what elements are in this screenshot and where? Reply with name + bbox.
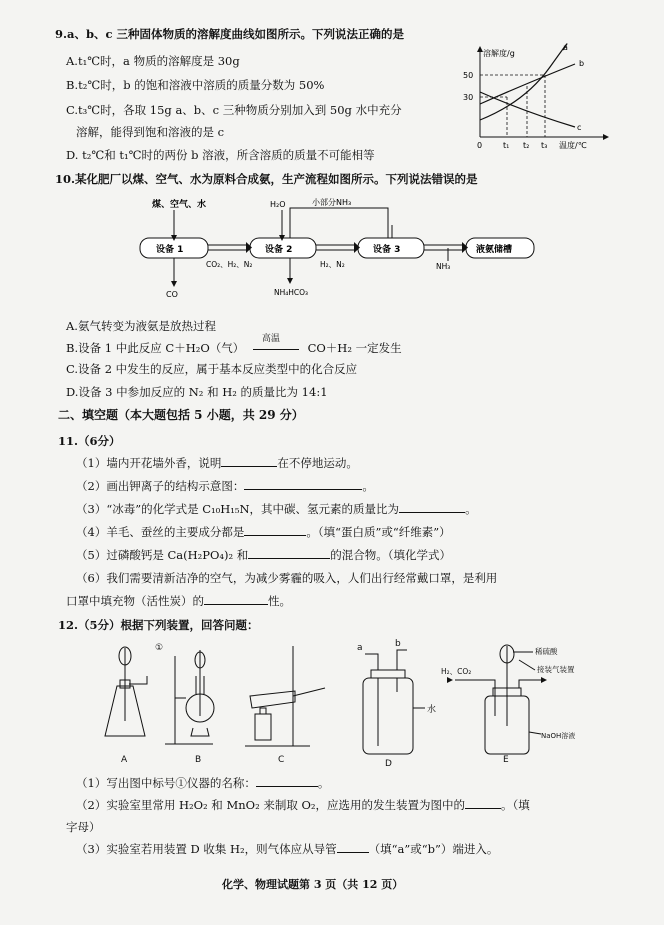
e-gas-label: H₂、CO₂ [441,667,472,676]
tube-b-label: b [395,639,401,649]
graph-origin: 0 [477,141,483,150]
answer-blank [204,594,268,605]
q10-option-c: C.设备 2 中发生的反应，属于基本反应类型中的化合反应 [66,362,358,376]
ammonia-tank: 液氨储槽 [476,245,513,255]
tube-a-label: a [357,643,363,653]
label-d: D [385,759,392,766]
q9-option-c-cont: 溶解，能得到饱和溶液的是 c [76,125,225,139]
answer-blank [221,456,277,467]
ammonia-flow-diagram [130,195,570,305]
e-acid-label: 稀硫酸 [535,647,558,656]
graph-y30: 30 [463,93,474,102]
q12-head: 12.（5分）根据下列装置，回答问题： [58,618,259,632]
label-e: E [503,755,509,765]
q12-part2: （2）实验室里常用 H₂O₂ 和 MnO₂ 来制取 O₂，应选用的发生装置为图中的 。（填 [76,798,530,812]
q11-part1: （1）墙内开花墙外香，说明 在不停地运动。 [76,456,358,470]
apparatus-c [250,691,295,708]
answer-blank [244,479,362,490]
label-c: C [278,755,285,765]
device-3: 设备 3 [373,245,401,255]
mark-1: ① [155,643,164,653]
flow-gas23: H₂、N₂ [320,260,345,269]
q11-part4: （4）羊毛、蚕丝的主要成分都是 。（填“蛋白质”或“纤维素”） [76,525,451,539]
q9-option-a: A.t₁℃时，a 物质的溶解度是 30g [66,54,240,68]
page-footer: 化学、物理试题第 3 页（共 12 页） [222,878,404,891]
q9-option-b: B.t₂℃时，b 的饱和溶液中溶质的质量分数为 50% [66,78,325,92]
q9-option-d: D. t₂℃和 t₁℃时的两份 b 溶液，所含溶质的质量不可能相等 [66,148,375,162]
flow-inputs: 煤、空气、水 [152,200,207,210]
e-naoh-label: NaOH溶液 [541,732,576,740]
answer-blank [248,548,330,559]
graph-xlabel: 温度/℃ [559,141,587,150]
q12-part2-cont: 字母） [66,820,101,834]
device-1: 设备 1 [156,245,184,255]
graph-label-b: b [579,59,585,68]
flow-nh3-part: 小部分NH₃ [312,198,352,207]
q12-part1: （1）写出图中标号①仪器的名称： 。 [76,776,330,790]
graph-t2: t₂ [523,141,530,150]
q11-part5: （5）过磷酸钙是 Ca(H₂PO₄)₂ 和 的混合物。（填化学式） [76,548,452,562]
graph-t1: t₁ [503,141,510,150]
q9-stem: 9.a、b、c 三种固体物质的溶解度曲线如图所示。下列说法正确的是 [55,27,405,41]
answer-blank [337,842,369,853]
graph-ylabel: 溶解度/g [483,49,515,58]
q11-part3: （3）“冰毒”的化学式是 C₁₀H₁₅N，其中碳、氢元素的质量比为 。 [76,502,477,516]
q11-part6-cont: 口罩中填充物（活性炭）的 性。 [66,594,291,608]
flow-gas12: CO₂、H₂、N₂ [206,260,253,269]
graph-label-a: a [563,43,568,52]
q11-part2: （2）画出钾离子的结构示意图： 。 [76,479,374,493]
graph-t3: t₃ [541,141,548,150]
reaction-condition: 高温 [261,334,280,344]
q12-part3: （3）实验室若用装置 D 收集 H₂，则气体应从导管 （填“a”或“b”）端进入。 [76,842,499,856]
device-2: 设备 2 [265,245,293,255]
solubility-graph [455,42,615,152]
answer-blank [465,798,501,809]
q9-option-c: C.t₃℃时，各取 15g a、b、c 三种物质分别加入到 50g 水中充分 [66,103,402,117]
q10-stem: 10.某化肥厂以煤、空气、水为原料合成氨，生产流程如图所示。下列说法错误的是 [55,172,478,186]
e-next-label: 接装气装置 [537,665,575,674]
q11-head: 11.（6分） [58,434,121,448]
flow-nh3: NH₃ [436,262,451,271]
water-label: 水 [427,705,437,715]
answer-blank [244,525,306,536]
flow-co: CO [166,290,178,299]
answer-blank [399,502,465,513]
q10-option-b: B.设备 1 中此反应 C＋H₂O（气） 高温 CO＋H₂ 一定发生 [66,334,402,355]
graph-y50: 50 [463,71,474,80]
graph-label-c: c [577,123,582,132]
flow-nh4hco3: NH₄HCO₃ [274,288,309,297]
label-b: B [195,755,202,765]
q11-part6: （6）我们需要清新洁净的空气，为减少雾霾的吸入，人们出行经常戴口罩，是利用 [76,571,498,585]
flow-h2o: H₂O [270,200,286,209]
answer-blank [256,776,318,787]
q10-option-d: D.设备 3 中参加反应的 N₂ 和 H₂ 的质量比为 14:1 [66,385,328,399]
section-title: 二、填空题（本大题包括 5 小题，共 29 分） [58,408,304,422]
apparatus-d [363,678,413,754]
label-a: A [121,755,128,765]
q10-option-a: A.氨气转变为液氨是放热过程 [66,319,216,333]
lab-apparatus-figure [95,636,615,766]
